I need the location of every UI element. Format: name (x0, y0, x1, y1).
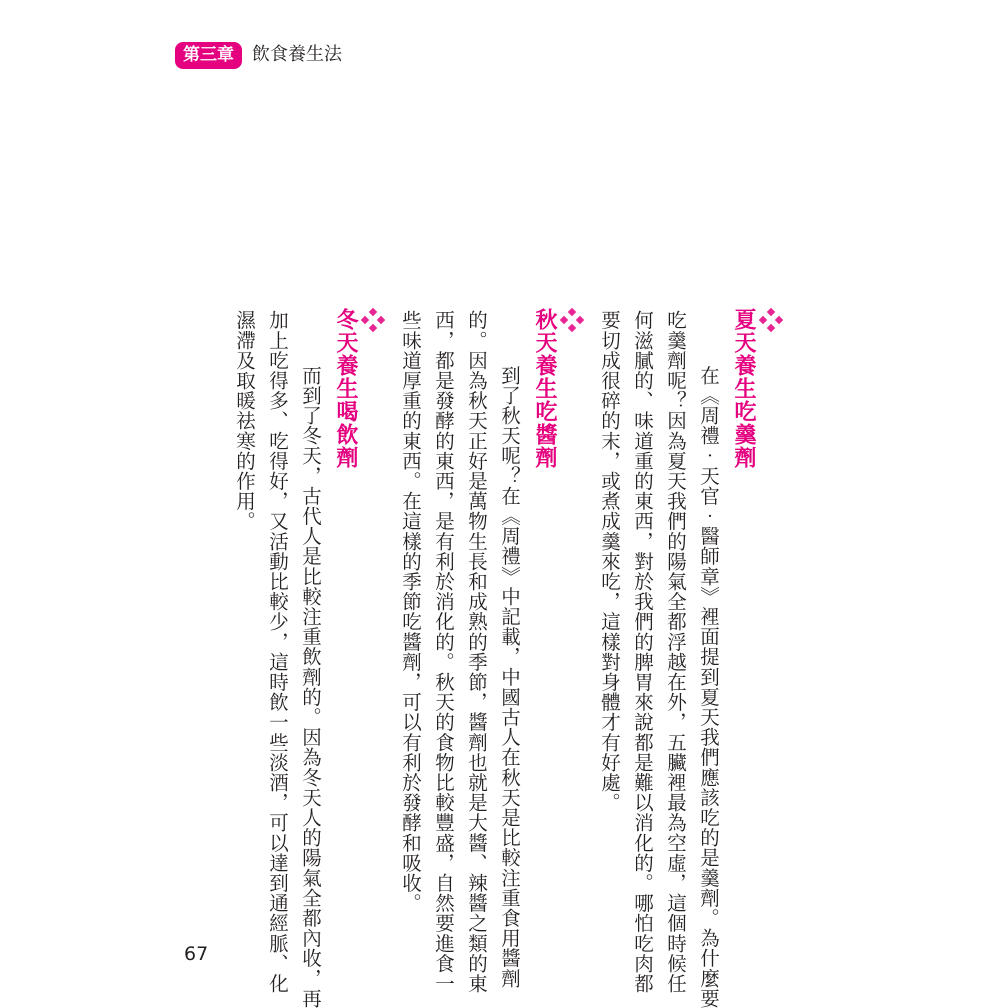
section-heading-winter (330, 308, 385, 469)
chapter-badge: 第三章 (175, 42, 242, 69)
diamond-ornament-icon (759, 308, 783, 332)
chapter-header (175, 41, 342, 69)
paragraph-line: 濕滯及取暖祛寒的作用。 (233, 310, 256, 532)
paragraph-line: 些味道厚重的東西。在這樣的季節吃醬劑，可以有利於發酵和吸收。 (399, 310, 422, 913)
paragraph-line: 西，都是發酵的東西，是有利於消化的。秋天的食物比較豐盛，自然要進食一 (432, 310, 455, 994)
section-heading-text: 秋天養生吃醬劑 (532, 308, 557, 469)
paragraph-line: 的。因為秋天正好是萬物生長和成熟的季節，醬劑也就是大醬、辣醬之類的東 (465, 310, 488, 994)
diamond-ornament-icon (560, 308, 584, 332)
section-heading-text: 冬天養生喝飲劑 (333, 308, 358, 469)
section-heading-autumn (529, 308, 584, 469)
paragraph-line: 加上吃得多、吃得好，又活動比較少，這時飲一些淡酒，可以達到通經脈、化 (266, 310, 289, 994)
diamond-ornament-icon (361, 308, 385, 332)
paragraph-line: 要切成很碎的末，或煮成羹來吃，這樣對身體才有好處。 (598, 310, 621, 813)
section-heading-summer (728, 308, 783, 469)
page-number: 67 (184, 943, 209, 965)
section-heading-text: 夏天養生吃羹劑 (731, 308, 756, 469)
paragraph-line: 到了秋天呢？在《周禮》中記載，中國古人在秋天是比較注重食用醬劑 (498, 345, 521, 989)
chapter-title: 飲食養生法 (252, 44, 342, 65)
paragraph-line: 在《周禮‧天官‧醫師章》裡面提到夏天我們應該吃的是羹劑。為什麼要 (697, 345, 720, 1008)
paragraph-line: 何滋膩的、味道重的東西，對於我們的脾胃來說都是難以消化的。哪怕吃肉都 (631, 310, 654, 994)
paragraph-line: 吃羹劑呢？因為夏天我們的陽氣全都浮越在外，五臟裡最為空虛，這個時候任 (664, 310, 687, 994)
paragraph-line: 而到了冬天，古代人是比較注重飲劑的。因為冬天人的陽氣全都內收，再 (299, 345, 322, 1008)
